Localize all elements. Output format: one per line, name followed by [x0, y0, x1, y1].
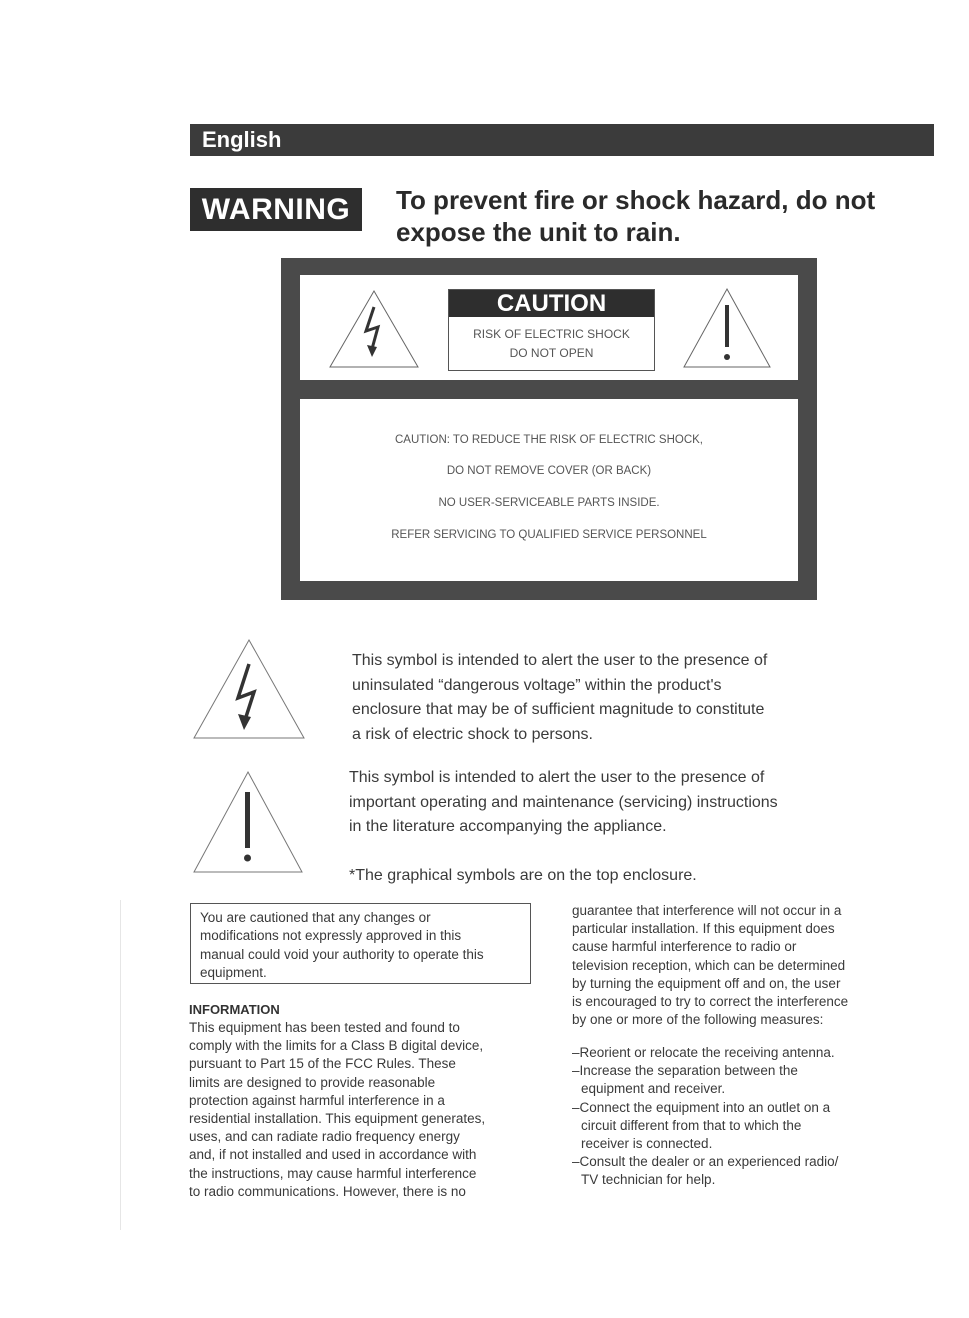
measure-item: –Consult the dealer or an experienced radio/ — [572, 1154, 839, 1170]
exclamation-warning-icon — [682, 287, 772, 369]
caution-line-3: NO USER-SERVICEABLE PARTS INSIDE. — [438, 497, 660, 509]
info-right-line: is encouraged to try to correct the interference — [572, 994, 849, 1010]
caution-line-2: DO NOT REMOVE COVER (OR BACK) — [446, 465, 652, 477]
notice-line-1: You are cautioned that any changes or — [200, 910, 431, 925]
info-left-line: to radio communications. However, there is no — [189, 1183, 466, 1199]
measure-item: –Increase the separation between the — [572, 1063, 798, 1079]
info-right-line: by one or more of the following measures: — [572, 1012, 824, 1028]
caution-subtitle-1: RISK OF ELECTRIC SHOCK — [473, 327, 630, 341]
caution-title-box — [448, 289, 655, 371]
info-right-line: guarantee that interference will not occur in a — [572, 903, 842, 918]
info-left-line: and, if not installed and used in accordance with — [189, 1147, 477, 1163]
info-left-line: comply with the limits for a Class B digital device, — [189, 1038, 484, 1054]
measure-item-continued: circuit different from that to which the — [581, 1117, 802, 1133]
measure-item-continued: equipment and receiver. — [581, 1081, 726, 1097]
lightning-warning-icon — [328, 289, 420, 369]
measure-item: –Connect the equipment into an outlet on a — [572, 1099, 831, 1115]
notice-line-2: modifications not expressly approved in this — [200, 928, 462, 944]
exclamation-symbol-description — [349, 766, 839, 840]
info-left-line: pursuant to Part 15 of the FCC Rules. These — [189, 1056, 456, 1072]
measure-item-continued: TV technician for help. — [581, 1172, 716, 1188]
caution-label-bottom-panel — [300, 399, 798, 581]
modification-notice-text — [200, 909, 530, 982]
measure-item: –Reorient or relocate the receiving antenna. — [572, 1045, 835, 1060]
info-left-line: uses, and can radiate radio frequency energy — [189, 1129, 460, 1145]
info-right-line: by turning the equipment off and on, the user — [572, 975, 841, 991]
measure-item-continued: receiver is connected. — [581, 1136, 713, 1152]
caution-title: CAUTION — [449, 290, 654, 317]
info-right-line: particular installation. If this equipment does — [572, 921, 835, 937]
symbols-footnote: *The graphical symbols are on the top enclosure. — [349, 867, 697, 884]
caution-subtitle-2: DO NOT OPEN — [509, 346, 594, 360]
info-left-line: the instructions, may cause harmful interference — [189, 1165, 477, 1181]
warning-line-2: expose the unit to rain. — [396, 217, 681, 247]
notice-line-4: equipment. — [200, 964, 267, 980]
voltage-symbol-description — [352, 649, 832, 747]
exclamation-line-1: This symbol is intended to alert the user to the presence of — [349, 769, 765, 786]
exclamation-symbol-icon — [192, 770, 304, 874]
language-label: English — [202, 127, 282, 152]
info-right-line: cause harmful interference to radio or — [572, 939, 797, 955]
info-right-line: television reception, which can be determined — [572, 957, 846, 973]
warning-line-1: To prevent fire or shock hazard, do not — [396, 185, 876, 215]
voltage-line-4: a risk of electric shock to persons. — [352, 725, 593, 743]
notice-line-3: manual could void your authority to operate this — [200, 946, 484, 962]
exclamation-line-3: in the literature accompanying the appliance. — [349, 818, 667, 835]
warning-statement — [396, 184, 916, 248]
caution-line-1: CAUTION: TO REDUCE THE RISK OF ELECTRIC SHOCK, — [395, 434, 703, 446]
info-left-line: limits are designed to provide reasonable — [189, 1074, 436, 1090]
voltage-line-3: enclosure that may be of sufficient magnitude to constitute — [352, 701, 765, 718]
interference-measures-list — [572, 1044, 902, 1190]
info-left-line: residential installation. This equipment generates, — [189, 1111, 486, 1127]
information-left-column — [189, 1019, 539, 1201]
info-left-line: This equipment has been tested and found to — [189, 1020, 460, 1035]
caution-line-4: REFER SERVICING TO QUALIFIED SERVICE PERSONNEL — [391, 529, 707, 541]
exclamation-line-2: important operating and maintenance (servicing) instructions — [349, 793, 778, 811]
info-left-line: protection against harmful interference in a — [189, 1092, 445, 1108]
scan-margin-line — [120, 900, 121, 1230]
information-right-column — [572, 902, 902, 1029]
information-heading: INFORMATION — [189, 1002, 280, 1017]
modification-notice-box — [190, 903, 531, 984]
warning-badge: WARNING — [190, 188, 362, 231]
voltage-line-1: This symbol is intended to alert the user to the presence of — [352, 652, 768, 669]
language-header-bar — [190, 124, 934, 156]
voltage-line-2: uninsulated “dangerous voltage” within the product's — [352, 676, 722, 694]
lightning-symbol-icon — [192, 638, 306, 740]
